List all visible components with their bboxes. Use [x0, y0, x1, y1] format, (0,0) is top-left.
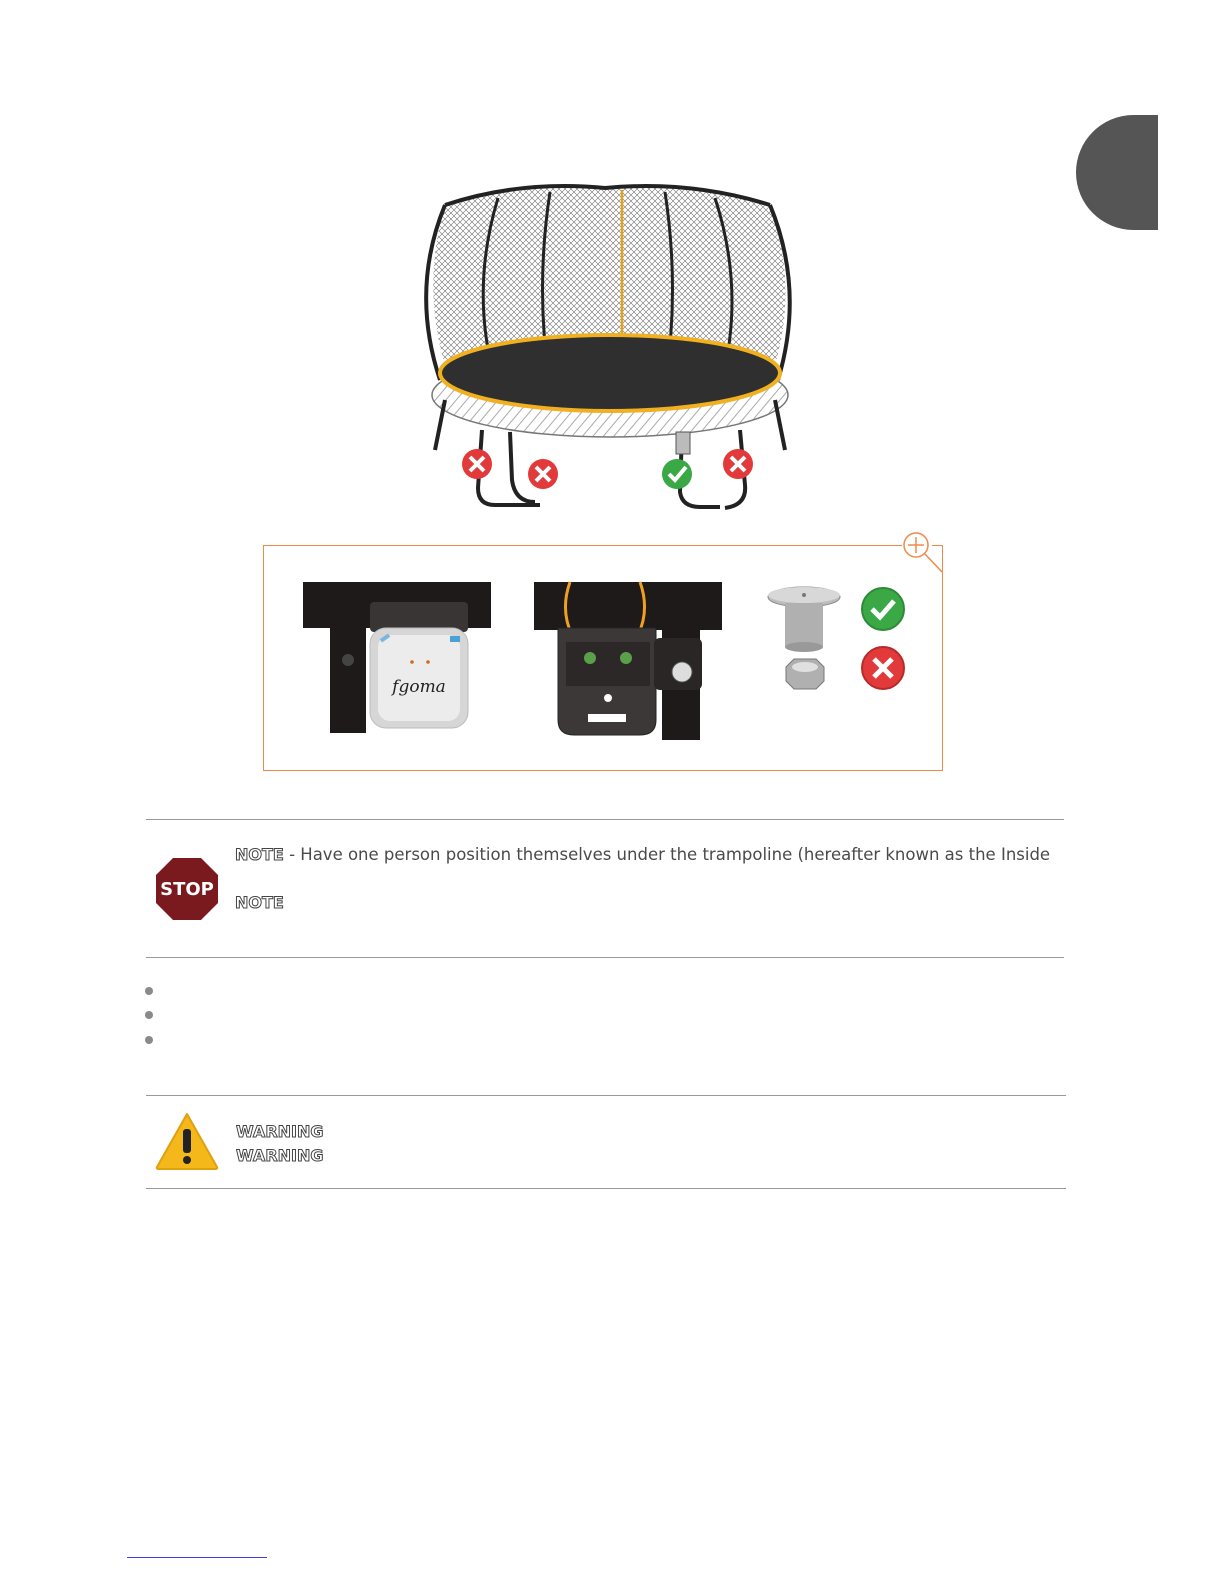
note-text: - Have one person position themselves under the trampoline (hereafter known as the Inside: [283, 845, 1051, 864]
cross-icon: [860, 645, 906, 691]
note-label: NOTE: [235, 893, 284, 912]
trampoline-illustration: [400, 180, 820, 520]
cross-icon: [462, 449, 492, 479]
note-line: [235, 845, 1050, 864]
zoom-in-icon: [898, 530, 950, 576]
divider: [146, 957, 1064, 958]
sensor-logo: fgoma: [392, 677, 446, 697]
check-icon: [662, 459, 692, 489]
bracket-detail: [530, 580, 725, 745]
frame-sensor-detail: [300, 580, 495, 740]
cross-icon: [528, 459, 558, 489]
divider: [146, 819, 1064, 820]
stop-text: STOP: [160, 879, 214, 900]
warning-label: WARNING: [236, 1122, 324, 1141]
cross-icon: [723, 449, 753, 479]
section-tab: [1076, 115, 1158, 230]
stop-sign-icon: [154, 856, 220, 922]
bullet-point: [145, 987, 153, 995]
bolt-correct: [765, 585, 845, 655]
warning-label: WARNING: [236, 1146, 324, 1165]
footer-link-underline[interactable]: [127, 1557, 267, 1558]
bullet-point: [145, 1011, 153, 1019]
divider: [146, 1095, 1066, 1096]
divider: [146, 1188, 1066, 1189]
warning-icon: [154, 1111, 220, 1171]
bullet-point: [145, 1036, 153, 1044]
check-icon: [860, 586, 906, 632]
note-label: NOTE: [235, 845, 284, 864]
nut-incorrect: [780, 655, 830, 693]
